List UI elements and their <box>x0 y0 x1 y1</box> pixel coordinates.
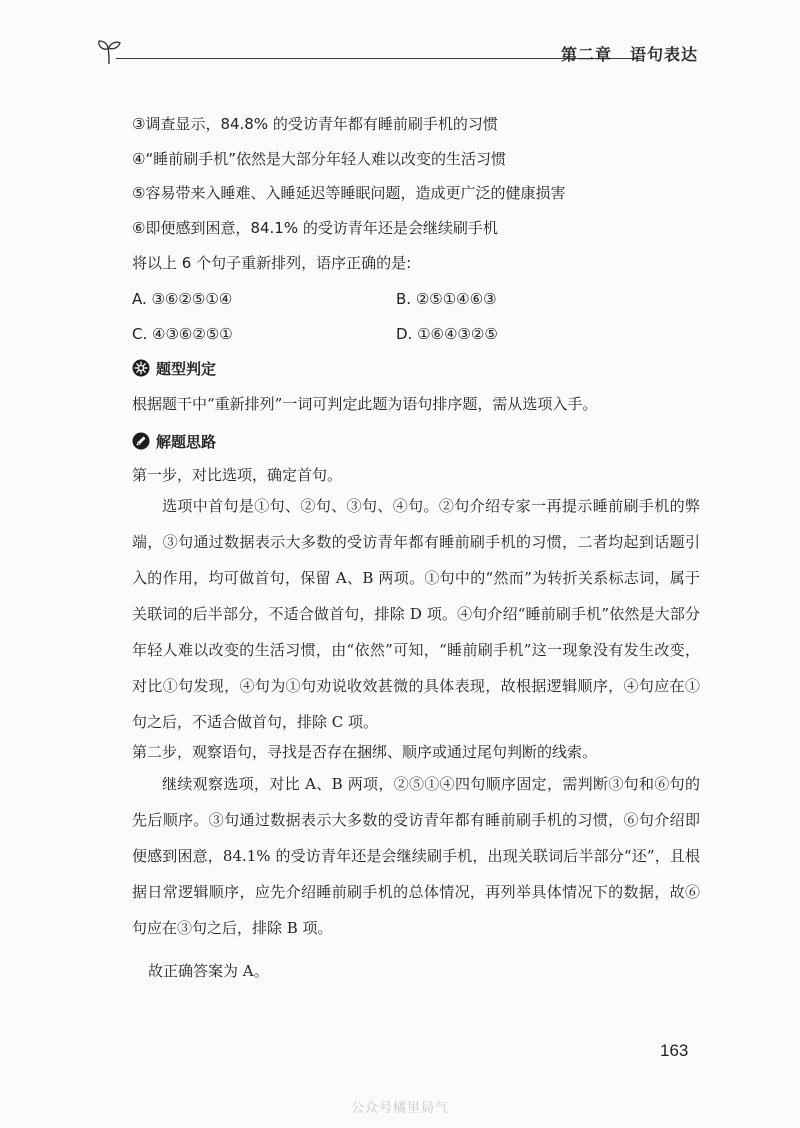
solution-step-2: 第二步，观察语句，寻找是否存在捆绑、顺序或通过尾句判断的线索。 <box>132 743 598 761</box>
solution-section-heading <box>132 430 216 452</box>
sentence-3: ③调查显示，84.8% 的受访青年都有睡前刷手机的习惯 <box>132 115 498 133</box>
solution-section-title: 解题思路 <box>156 432 217 451</box>
sentence-5: ⑤容易带来入睡难、入睡延迟等睡眠问题，造成更广泛的健康损害 <box>132 184 566 202</box>
watermark: 公众号橘里局气 <box>350 1101 449 1116</box>
solution-answer: 故正确答案为 A。 <box>148 962 269 980</box>
option-a: A. ③⑥②⑤①④ <box>132 290 233 308</box>
option-c: C. ④③⑥②⑤① <box>132 325 233 343</box>
chapter-label: 第二章 <box>560 45 612 64</box>
chapter-title <box>561 42 698 65</box>
page-header <box>96 34 700 68</box>
sentence-4: ④“睡前刷手机”依然是大部分年轻人难以改变的生活习惯 <box>132 150 506 168</box>
solution-step-1: 第一步，对比选项，确定首句。 <box>132 466 343 484</box>
gear-icon <box>132 359 150 377</box>
type-section-title: 题型判定 <box>156 359 217 378</box>
type-section-heading <box>132 357 216 379</box>
question-prompt: 将以上 6 个句子重新排列，语序正确的是: <box>132 254 412 272</box>
solution-paragraph-2: 继续观察选项，对比 A、B 两项，②⑤①④四句顺序固定，需判断③句和⑥句的先后顺序。③句通过数据表示大多数的受访青年都有睡前刷手机的习惯，⑥句介绍即便感到困意，84.1% 的受访青年还是会继续刷手机，出现关联词后半部分“还”，且根据日常逻辑顺序，应先介绍睡前刷手机的总体情况，再列举具体情况下的数据，故⑥句应在③句之后，排除 B 项。 <box>132 775 700 937</box>
sentence-6: ⑥即便感到困意，84.1% 的受访青年还是会继续刷手机 <box>132 219 498 237</box>
option-b: B. ②⑤①④⑥③ <box>396 290 497 308</box>
type-section-text: 根据题干中“重新排列”一词可判定此题为语句排序题，需从选项入手。 <box>132 395 598 413</box>
page-number: 163 <box>660 1041 689 1060</box>
pen-icon <box>132 432 150 450</box>
option-d: D. ①⑥④③②⑤ <box>396 325 498 343</box>
section-label: 语句表达 <box>629 45 698 64</box>
sprout-icon <box>96 37 122 65</box>
solution-paragraph-1: 选项中首句是①句、②句、③句、④句。②句介绍专家一再提示睡前刷手机的弊端，③句通过数据表示大多数的受访青年都有睡前刷手机的习惯，二者均起到话题引入的作用，均可做首句，保留 A、B 两项。①句中的“然而”为转折关系标志词，属于关联词的后半部分，不适合做首句，排除 D 项。④句介绍“睡前刷手机”依然是大部分年轻人难以改变的生活习惯，由“依然”可知，“睡前刷手机”这一现象没有发生改变，对比①句发现，④句为①句劝说收效甚微的具体表现，故根据逻辑顺序，④句应在①句之后，不适合做首句，排除 C 项。 <box>132 497 700 731</box>
